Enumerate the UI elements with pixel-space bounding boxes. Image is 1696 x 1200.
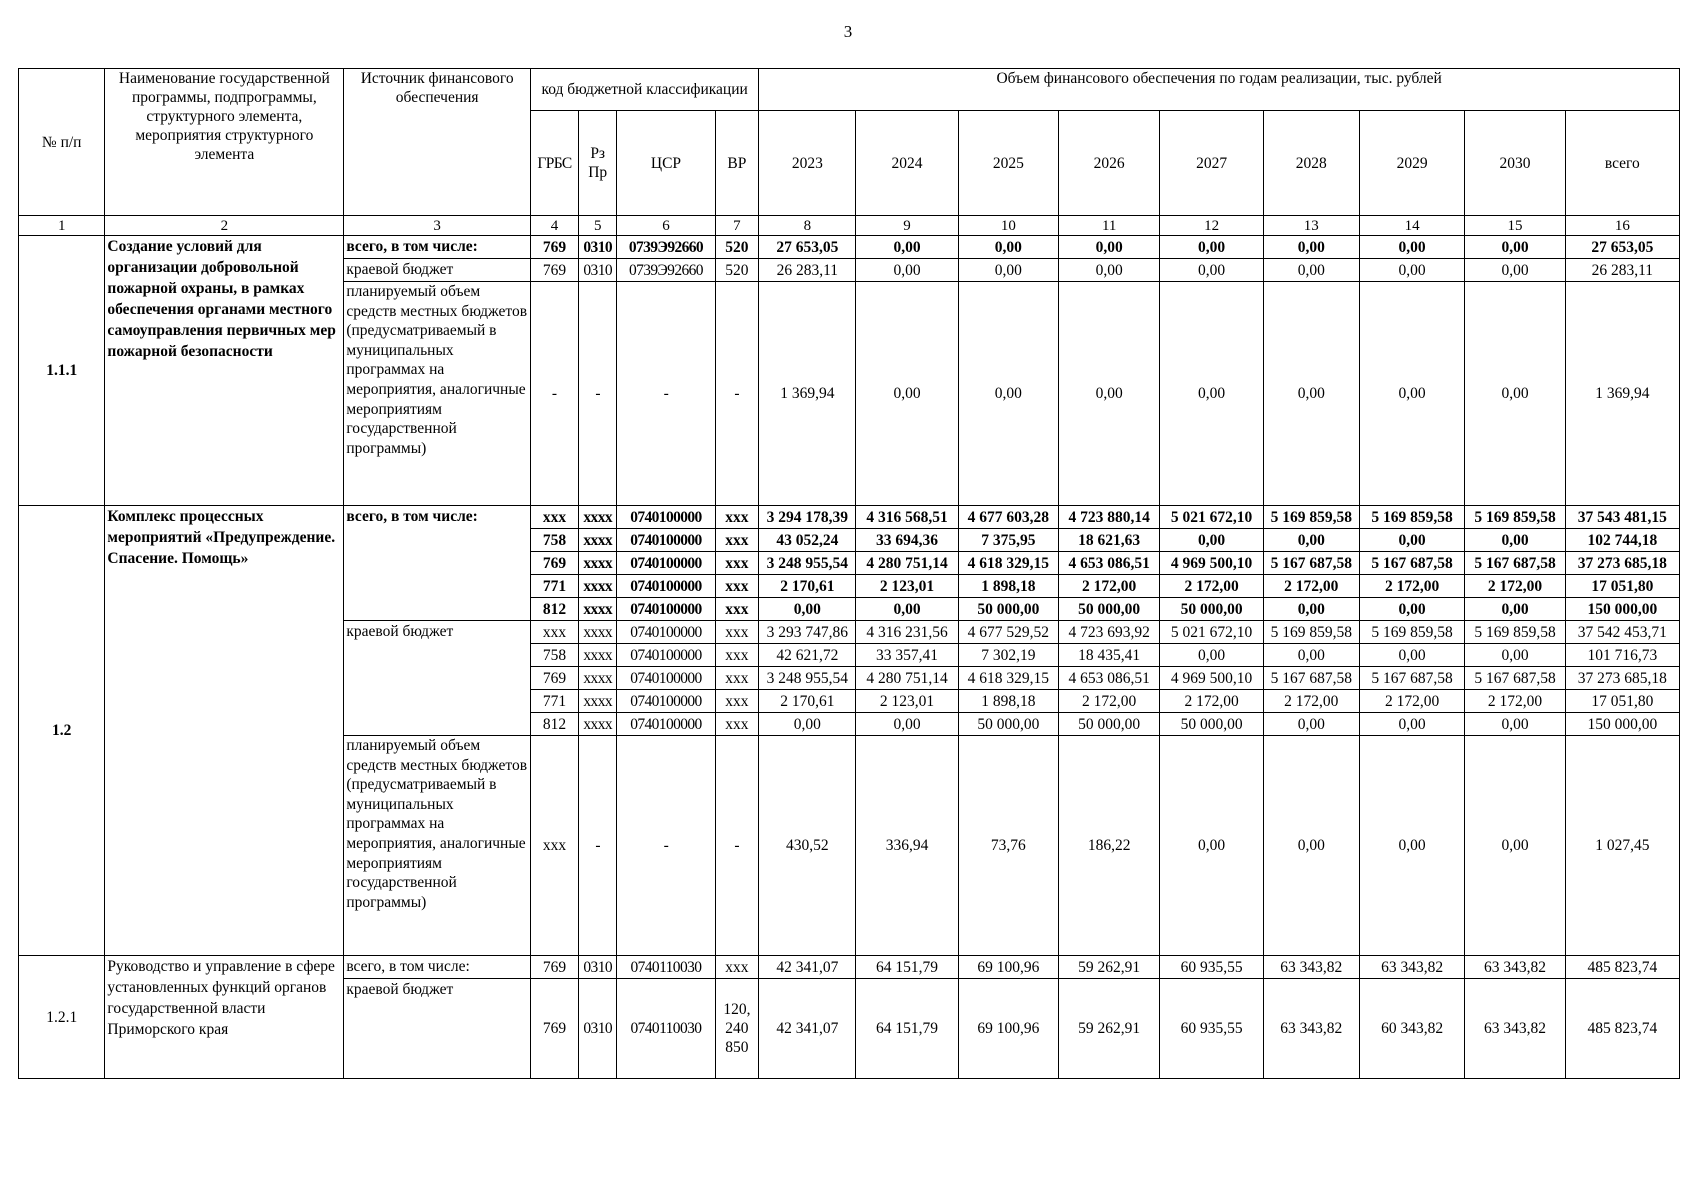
value-cell: 17 051,80 xyxy=(1565,690,1679,713)
grbs-cell: 812 xyxy=(531,713,579,736)
value-cell: 0,00 xyxy=(1059,236,1160,259)
header-year: 2027 xyxy=(1160,111,1263,216)
value-cell: 186,22 xyxy=(1059,736,1160,956)
value-cell: 64 151,79 xyxy=(856,956,958,979)
value-cell: 4 653 086,51 xyxy=(1059,552,1160,575)
value-cell: 0,00 xyxy=(1160,736,1263,956)
value-cell: 2 170,61 xyxy=(759,575,856,598)
financing-table xyxy=(18,68,1680,1079)
rzpr-cell: xxxx xyxy=(579,644,617,667)
value-cell: 102 744,18 xyxy=(1565,529,1679,552)
value-cell: 0,00 xyxy=(1465,282,1565,506)
value-cell: 2 172,00 xyxy=(1359,575,1465,598)
value-cell: 1 898,18 xyxy=(958,690,1058,713)
rzpr-cell: xxxx xyxy=(579,713,617,736)
value-cell: 50 000,00 xyxy=(1059,598,1160,621)
rzpr-cell: xxxx xyxy=(579,690,617,713)
header-year: 2030 xyxy=(1465,111,1565,216)
item-name: Руководство и управление в сфере установленных функций органов государственной власти Приморского края xyxy=(105,956,344,1079)
value-cell: 0,00 xyxy=(1160,529,1263,552)
rzpr-cell: xxxx xyxy=(579,667,617,690)
rzpr-cell: 0310 xyxy=(579,236,617,259)
rzpr-cell: xxxx xyxy=(579,598,617,621)
value-cell: 42 341,07 xyxy=(759,979,856,1079)
csr-cell: 0740110030 xyxy=(617,956,715,979)
value-cell: 0,00 xyxy=(1465,644,1565,667)
value-cell: 60 935,55 xyxy=(1160,956,1263,979)
value-cell: 2 170,61 xyxy=(759,690,856,713)
header-csr: ЦСР xyxy=(617,111,715,216)
value-cell: 5 021 672,10 xyxy=(1160,506,1263,529)
header-vr: ВР xyxy=(715,111,759,216)
value-cell: 0,00 xyxy=(856,713,958,736)
value-cell: 50 000,00 xyxy=(1059,713,1160,736)
value-cell: 0,00 xyxy=(1263,644,1359,667)
value-cell: 4 316 568,51 xyxy=(856,506,958,529)
value-cell: 4 316 231,56 xyxy=(856,621,958,644)
value-cell: 0,00 xyxy=(759,598,856,621)
value-cell: 7 302,19 xyxy=(958,644,1058,667)
value-cell: 4 723 880,14 xyxy=(1059,506,1160,529)
value-cell: 42 341,07 xyxy=(759,956,856,979)
value-cell: 4 280 751,14 xyxy=(856,552,958,575)
grbs-cell: 769 xyxy=(531,236,579,259)
value-cell: 4 677 529,52 xyxy=(958,621,1058,644)
value-cell: 73,76 xyxy=(958,736,1058,956)
value-cell: 4 653 086,51 xyxy=(1059,667,1160,690)
table-row xyxy=(19,69,1680,111)
value-cell: 0,00 xyxy=(1263,529,1359,552)
header-name: Наименование государственной программы, подпрограммы, структурного элемента, мероприятия структурного элемента xyxy=(105,69,344,216)
value-cell: 1 369,94 xyxy=(759,282,856,506)
value-cell: 5 169 859,58 xyxy=(1359,506,1465,529)
csr-cell: 0740100000 xyxy=(617,690,715,713)
value-cell: 0,00 xyxy=(1465,713,1565,736)
value-cell: 2 172,00 xyxy=(1160,575,1263,598)
value-cell: 63 343,82 xyxy=(1359,956,1465,979)
csr-cell: 0740100000 xyxy=(617,598,715,621)
value-cell: 2 172,00 xyxy=(1359,690,1465,713)
csr-cell: 0739Э92660 xyxy=(617,259,715,282)
value-cell: 60 935,55 xyxy=(1160,979,1263,1079)
rzpr-cell: xxxx xyxy=(579,552,617,575)
header-year: 2023 xyxy=(759,111,856,216)
rzpr-cell: xxxx xyxy=(579,506,617,529)
source-cell: краевой бюджет xyxy=(344,979,531,1079)
source-cell: краевой бюджет xyxy=(344,259,531,282)
value-cell: 18 621,63 xyxy=(1059,529,1160,552)
value-cell: 4 969 500,10 xyxy=(1160,667,1263,690)
value-cell: 5 021 672,10 xyxy=(1160,621,1263,644)
column-number: 10 xyxy=(958,216,1058,236)
grbs-cell: 758 xyxy=(531,529,579,552)
vr-cell: xxx xyxy=(715,621,759,644)
value-cell: 64 151,79 xyxy=(856,979,958,1079)
value-cell: 69 100,96 xyxy=(958,956,1058,979)
value-cell: 5 169 859,58 xyxy=(1359,621,1465,644)
value-cell: 37 542 453,71 xyxy=(1565,621,1679,644)
header-year: всего xyxy=(1565,111,1679,216)
value-cell: 4 969 500,10 xyxy=(1160,552,1263,575)
value-cell: 430,52 xyxy=(759,736,856,956)
value-cell: 0,00 xyxy=(1465,598,1565,621)
header-budget-code: код бюджетной классификации xyxy=(531,69,759,111)
value-cell: 1 369,94 xyxy=(1565,282,1679,506)
rzpr-cell: 0310 xyxy=(579,956,617,979)
value-cell: 3 248 955,54 xyxy=(759,667,856,690)
value-cell: 2 172,00 xyxy=(1059,575,1160,598)
header-num: № п/п xyxy=(19,69,105,216)
value-cell: 3 293 747,86 xyxy=(759,621,856,644)
column-number: 5 xyxy=(579,216,617,236)
value-cell: 5 167 687,58 xyxy=(1465,667,1565,690)
vr-cell: xxx xyxy=(715,690,759,713)
vr-cell: xxx xyxy=(715,575,759,598)
value-cell: 4 618 329,15 xyxy=(958,667,1058,690)
value-cell: 0,00 xyxy=(958,259,1058,282)
csr-cell: 0740100000 xyxy=(617,621,715,644)
value-cell: 69 100,96 xyxy=(958,979,1058,1079)
csr-cell: 0740100000 xyxy=(617,506,715,529)
grbs-cell: xxx xyxy=(531,736,579,956)
source-cell: краевой бюджет xyxy=(344,621,531,736)
value-cell: 0,00 xyxy=(1359,529,1465,552)
value-cell: 4 280 751,14 xyxy=(856,667,958,690)
value-cell: 27 653,05 xyxy=(759,236,856,259)
grbs-cell: 812 xyxy=(531,598,579,621)
vr-cell: xxx xyxy=(715,506,759,529)
value-cell: 5 169 859,58 xyxy=(1465,506,1565,529)
value-cell: 5 169 859,58 xyxy=(1465,621,1565,644)
value-cell: 59 262,91 xyxy=(1059,956,1160,979)
value-cell: 0,00 xyxy=(1263,713,1359,736)
value-cell: 0,00 xyxy=(1263,736,1359,956)
value-cell: 37 273 685,18 xyxy=(1565,552,1679,575)
value-cell: 50 000,00 xyxy=(1160,598,1263,621)
value-cell: 63 343,82 xyxy=(1465,956,1565,979)
vr-cell: 520 xyxy=(715,259,759,282)
csr-cell: 0740110030 xyxy=(617,979,715,1079)
value-cell: 5 167 687,58 xyxy=(1359,667,1465,690)
grbs-cell: 769 xyxy=(531,259,579,282)
table-row xyxy=(19,236,1680,259)
value-cell: 26 283,11 xyxy=(1565,259,1679,282)
csr-cell: - xyxy=(617,736,715,956)
source-cell: планируемый объем средств местных бюджетов (предусматриваемый в муниципальных программах на мероприятия, аналогичные мероприятиям государственной программы) xyxy=(344,282,531,506)
value-cell: 0,00 xyxy=(1359,259,1465,282)
item-number: 1.2.1 xyxy=(19,956,105,1079)
value-cell: 42 621,72 xyxy=(759,644,856,667)
page-number: 3 xyxy=(843,22,853,41)
item-number: 1.1.1 xyxy=(19,236,105,506)
value-cell: 4 677 603,28 xyxy=(958,506,1058,529)
vr-cell: xxx xyxy=(715,713,759,736)
value-cell: 63 343,82 xyxy=(1263,979,1359,1079)
value-cell: 50 000,00 xyxy=(958,598,1058,621)
value-cell: 0,00 xyxy=(856,236,958,259)
value-cell: 3 294 178,39 xyxy=(759,506,856,529)
value-cell: 336,94 xyxy=(856,736,958,956)
value-cell: 0,00 xyxy=(1359,644,1465,667)
value-cell: 101 716,73 xyxy=(1565,644,1679,667)
value-cell: 50 000,00 xyxy=(1160,713,1263,736)
rzpr-cell: 0310 xyxy=(579,979,617,1079)
source-cell: планируемый объем средств местных бюджетов (предусматриваемый в муниципальных программах на мероприятия, аналогичные мероприятиям государственной программы) xyxy=(344,736,531,956)
header-year: 2029 xyxy=(1359,111,1465,216)
vr-cell: xxx xyxy=(715,667,759,690)
grbs-cell: 769 xyxy=(531,667,579,690)
csr-cell: - xyxy=(617,282,715,506)
value-cell: 0,00 xyxy=(1465,529,1565,552)
rzpr-cell: 0310 xyxy=(579,259,617,282)
column-number: 9 xyxy=(856,216,958,236)
vr-cell: - xyxy=(715,736,759,956)
item-number: 1.2 xyxy=(19,506,105,956)
value-cell: 0,00 xyxy=(1059,259,1160,282)
vr-cell: xxx xyxy=(715,956,759,979)
vr-cell: xxx xyxy=(715,598,759,621)
rzpr-cell: xxxx xyxy=(579,575,617,598)
column-number: 2 xyxy=(105,216,344,236)
value-cell: 18 435,41 xyxy=(1059,644,1160,667)
value-cell: 0,00 xyxy=(1359,282,1465,506)
value-cell: 0,00 xyxy=(958,282,1058,506)
vr-cell: xxx xyxy=(715,529,759,552)
column-number: 8 xyxy=(759,216,856,236)
header-rzpr: Рз Пр xyxy=(579,111,617,216)
column-number: 6 xyxy=(617,216,715,236)
value-cell: 27 653,05 xyxy=(1565,236,1679,259)
column-number: 1 xyxy=(19,216,105,236)
value-cell: 2 172,00 xyxy=(1263,575,1359,598)
value-cell: 1 027,45 xyxy=(1565,736,1679,956)
value-cell: 0,00 xyxy=(1160,644,1263,667)
value-cell: 0,00 xyxy=(856,282,958,506)
value-cell: 60 343,82 xyxy=(1359,979,1465,1079)
value-cell: 485 823,74 xyxy=(1565,979,1679,1079)
column-number: 7 xyxy=(715,216,759,236)
value-cell: 2 172,00 xyxy=(1465,575,1565,598)
csr-cell: 0740100000 xyxy=(617,575,715,598)
vr-cell: 520 xyxy=(715,236,759,259)
value-cell: 0,00 xyxy=(1465,736,1565,956)
rzpr-cell: - xyxy=(579,282,617,506)
value-cell: 63 343,82 xyxy=(1263,956,1359,979)
value-cell: 0,00 xyxy=(1465,259,1565,282)
grbs-cell: 769 xyxy=(531,956,579,979)
column-number: 11 xyxy=(1059,216,1160,236)
value-cell: 33 357,41 xyxy=(856,644,958,667)
rzpr-cell: - xyxy=(579,736,617,956)
source-cell: всего, в том числе: xyxy=(344,236,531,259)
item-name: Комплекс процессных мероприятий «Предупреждение. Спасение. Помощь» xyxy=(105,506,344,956)
value-cell: 0,00 xyxy=(1263,282,1359,506)
value-cell: 0,00 xyxy=(856,598,958,621)
value-cell: 5 169 859,58 xyxy=(1263,506,1359,529)
header-volume: Объем финансового обеспечения по годам реализации, тыс. рублей xyxy=(759,69,1680,111)
item-name: Создание условий для организации добровольной пожарной охраны, в рамках обеспечения органами местного самоуправления первичных мер пожарной безопасности xyxy=(105,236,344,506)
column-number: 12 xyxy=(1160,216,1263,236)
value-cell: 0,00 xyxy=(1263,236,1359,259)
header-year: 2028 xyxy=(1263,111,1359,216)
vr-cell: 120, 240 850 xyxy=(715,979,759,1079)
value-cell: 4 618 329,15 xyxy=(958,552,1058,575)
value-cell: 150 000,00 xyxy=(1565,713,1679,736)
csr-cell: 0740100000 xyxy=(617,713,715,736)
column-number: 4 xyxy=(531,216,579,236)
value-cell: 33 694,36 xyxy=(856,529,958,552)
header-source: Источник финансового обеспечения xyxy=(344,69,531,216)
grbs-cell: 771 xyxy=(531,690,579,713)
value-cell: 2 172,00 xyxy=(1160,690,1263,713)
value-cell: 0,00 xyxy=(1359,598,1465,621)
value-cell: 5 169 859,58 xyxy=(1263,621,1359,644)
value-cell: 0,00 xyxy=(856,259,958,282)
grbs-cell: xxx xyxy=(531,621,579,644)
header-year: 2024 xyxy=(856,111,958,216)
value-cell: 0,00 xyxy=(1359,236,1465,259)
value-cell: 0,00 xyxy=(1160,259,1263,282)
header-year: 2025 xyxy=(958,111,1058,216)
value-cell: 485 823,74 xyxy=(1565,956,1679,979)
table-row xyxy=(19,956,1680,979)
header-grbs: ГРБС xyxy=(531,111,579,216)
value-cell: 0,00 xyxy=(1465,236,1565,259)
value-cell: 5 167 687,58 xyxy=(1359,552,1465,575)
column-number: 16 xyxy=(1565,216,1679,236)
value-cell: 26 283,11 xyxy=(759,259,856,282)
value-cell: 37 273 685,18 xyxy=(1565,667,1679,690)
vr-cell: - xyxy=(715,282,759,506)
grbs-cell: xxx xyxy=(531,506,579,529)
value-cell: 150 000,00 xyxy=(1565,598,1679,621)
grbs-cell: 769 xyxy=(531,552,579,575)
value-cell: 3 248 955,54 xyxy=(759,552,856,575)
vr-cell: xxx xyxy=(715,552,759,575)
value-cell: 0,00 xyxy=(1359,713,1465,736)
csr-cell: 0740100000 xyxy=(617,667,715,690)
value-cell: 0,00 xyxy=(1263,598,1359,621)
value-cell: 43 052,24 xyxy=(759,529,856,552)
value-cell: 0,00 xyxy=(1059,282,1160,506)
table-row xyxy=(19,216,1680,236)
value-cell: 37 543 481,15 xyxy=(1565,506,1679,529)
value-cell: 0,00 xyxy=(1359,736,1465,956)
table-row xyxy=(19,506,1680,529)
csr-cell: 0740100000 xyxy=(617,552,715,575)
value-cell: 0,00 xyxy=(1263,259,1359,282)
value-cell: 2 172,00 xyxy=(1465,690,1565,713)
value-cell: 0,00 xyxy=(1160,236,1263,259)
value-cell: 59 262,91 xyxy=(1059,979,1160,1079)
value-cell: 5 167 687,58 xyxy=(1263,552,1359,575)
column-number: 14 xyxy=(1359,216,1465,236)
value-cell: 17 051,80 xyxy=(1565,575,1679,598)
rzpr-cell: xxxx xyxy=(579,621,617,644)
value-cell: 2 172,00 xyxy=(1059,690,1160,713)
value-cell: 2 123,01 xyxy=(856,690,958,713)
grbs-cell: 771 xyxy=(531,575,579,598)
value-cell: 2 123,01 xyxy=(856,575,958,598)
source-cell: всего, в том числе: xyxy=(344,506,531,621)
value-cell: 4 723 693,92 xyxy=(1059,621,1160,644)
source-cell: всего, в том числе: xyxy=(344,956,531,979)
column-number: 13 xyxy=(1263,216,1359,236)
grbs-cell: 769 xyxy=(531,979,579,1079)
csr-cell: 0740100000 xyxy=(617,644,715,667)
rzpr-cell: xxxx xyxy=(579,529,617,552)
value-cell: 1 898,18 xyxy=(958,575,1058,598)
grbs-cell: - xyxy=(531,282,579,506)
value-cell: 7 375,95 xyxy=(958,529,1058,552)
value-cell: 0,00 xyxy=(1160,282,1263,506)
csr-cell: 0739Э92660 xyxy=(617,236,715,259)
value-cell: 5 167 687,58 xyxy=(1263,667,1359,690)
value-cell: 50 000,00 xyxy=(958,713,1058,736)
value-cell: 0,00 xyxy=(759,713,856,736)
value-cell: 0,00 xyxy=(958,236,1058,259)
header-year: 2026 xyxy=(1059,111,1160,216)
value-cell: 63 343,82 xyxy=(1465,979,1565,1079)
grbs-cell: 758 xyxy=(531,644,579,667)
column-number: 15 xyxy=(1465,216,1565,236)
csr-cell: 0740100000 xyxy=(617,529,715,552)
column-number: 3 xyxy=(344,216,531,236)
vr-cell: xxx xyxy=(715,644,759,667)
value-cell: 5 167 687,58 xyxy=(1465,552,1565,575)
value-cell: 2 172,00 xyxy=(1263,690,1359,713)
